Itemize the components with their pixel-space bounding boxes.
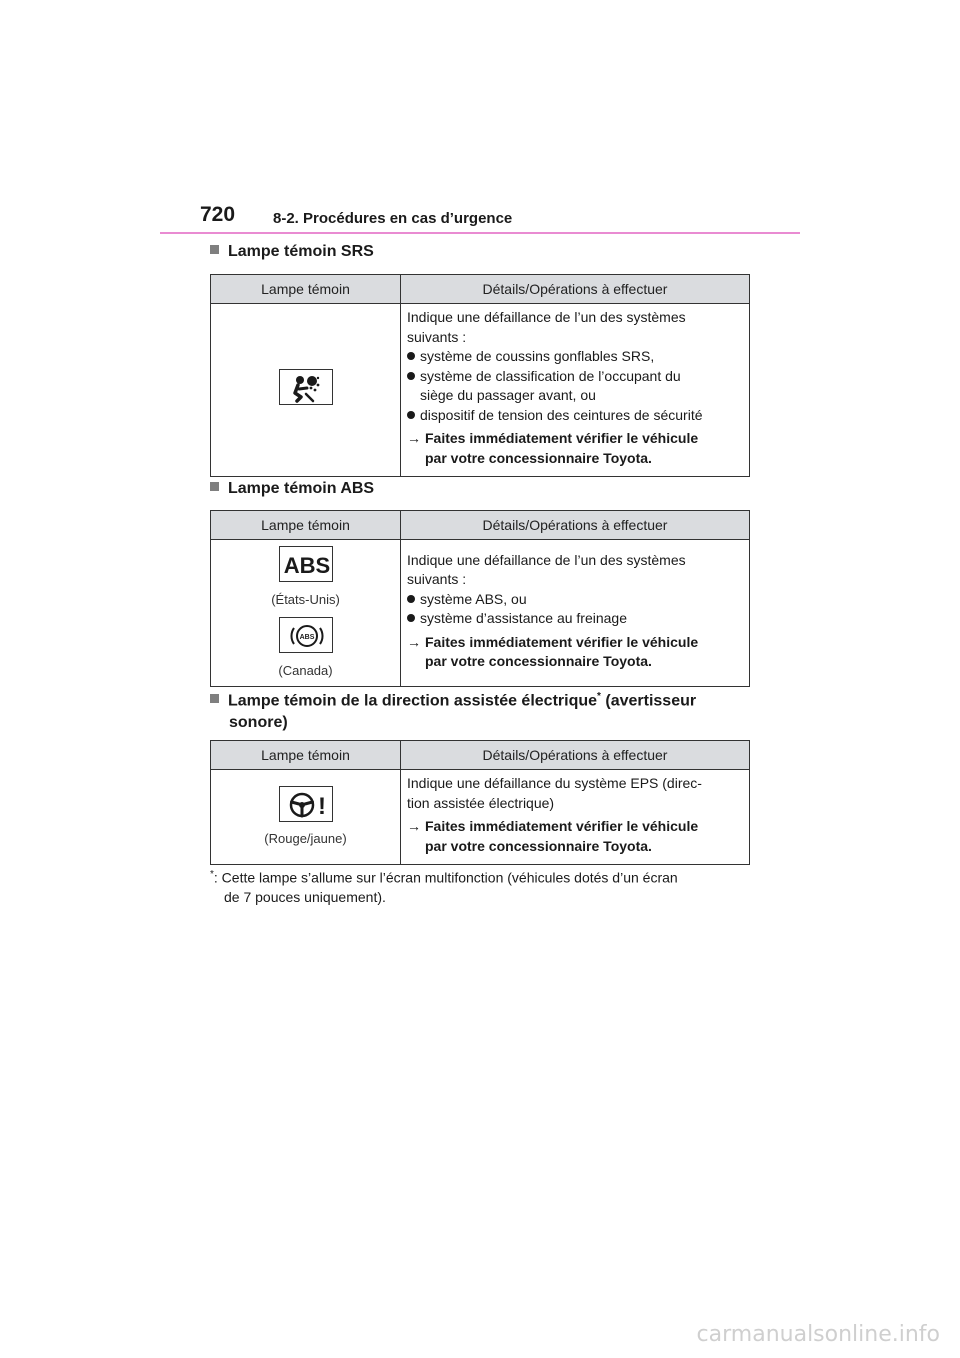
section-heading-srs <box>210 241 374 263</box>
lamp-cell <box>211 540 401 687</box>
watermark: carmanualsonline.info <box>696 1322 940 1347</box>
column-header-lamp: Lampe témoin <box>211 511 401 540</box>
column-header-details: Détails/Opérations à effectuer <box>401 275 750 304</box>
footnote-marker: * <box>597 691 601 702</box>
intro-text: Indique une défaillance du système EPS (direc- tion assistée électrique) <box>407 775 702 811</box>
intro-text: Indique une défaillance de l’un des systèmes suivants : <box>407 309 686 345</box>
srs-airbag-icon <box>279 369 333 405</box>
chapter-title: 8-2. Procédures en cas d’urgence <box>273 210 513 227</box>
list-item: système de classification de l’occupant du siège du passager avant, ou <box>407 367 743 406</box>
list-item: système d’assistance au freinage <box>407 609 743 629</box>
page-number: 720 <box>200 203 236 226</box>
square-bullet-icon <box>210 482 219 491</box>
page-header <box>160 203 800 237</box>
details-cell <box>401 540 750 687</box>
column-header-details: Détails/Opérations à effectuer <box>401 511 750 540</box>
footnote <box>210 865 760 908</box>
icon-caption: (Rouge/jaune) <box>264 831 347 846</box>
lamp-cell <box>211 770 401 865</box>
arrow-right-icon: → <box>407 818 421 834</box>
table-row <box>211 770 750 865</box>
eps-icon-text: ! <box>317 792 326 820</box>
list-item: dispositif de tension des ceintures de sécurité <box>407 406 743 426</box>
bullet-dot-icon <box>407 372 415 380</box>
table-header-row <box>211 275 750 304</box>
abs-icon-text: ABS <box>299 634 314 641</box>
details-cell <box>401 304 750 477</box>
action-instruction: → Faites immédiatement vérifier le véhicule par votre concessionnaire Toyota. <box>407 818 699 854</box>
footnote-marker: * <box>210 869 214 880</box>
eps-table <box>210 740 750 865</box>
section-heading-abs <box>210 478 374 500</box>
arrow-right-icon: → <box>407 430 421 446</box>
column-header-details: Détails/Opérations à effectuer <box>401 741 750 770</box>
table-row <box>211 304 750 477</box>
square-bullet-icon <box>210 245 219 254</box>
table-header-row <box>211 511 750 540</box>
icon-caption: (Canada) <box>278 662 333 678</box>
column-header-lamp: Lampe témoin <box>211 741 401 770</box>
heading-text: Lampe témoin SRS <box>228 243 374 260</box>
icon-caption: (États-Unis) <box>271 591 340 607</box>
list-item: système ABS, ou <box>407 590 743 610</box>
bullet-dot-icon <box>407 595 415 603</box>
details-cell <box>401 770 750 865</box>
bullet-dot-icon <box>407 352 415 360</box>
abs-table <box>210 510 750 687</box>
table-row <box>211 540 750 687</box>
arrow-right-icon: → <box>407 633 421 650</box>
intro-text: Indique une défaillance de l’un des systèmes suivants : <box>407 551 686 587</box>
footnote-text: : Cette lampe s’allume sur l’écran multifonction (véhicules dotés d’un écran <box>213 869 678 886</box>
action-instruction: → Faites immédiatement vérifier le véhicule par votre concessionnaire Toyota. <box>407 633 699 669</box>
bullet-dot-icon <box>407 614 415 622</box>
eps-steering-warning-icon <box>279 786 333 822</box>
heading-text: Lampe témoin ABS <box>228 480 375 497</box>
square-bullet-icon <box>210 694 219 703</box>
table-header-row <box>211 741 750 770</box>
header-divider <box>160 232 800 234</box>
icon-with-caption <box>215 546 396 609</box>
srs-table <box>210 274 750 477</box>
footnote-text-line2: de 7 pouces uniquement). <box>224 889 386 906</box>
list-item: système de coussins gonflables SRS, <box>407 347 743 367</box>
heading-text-line2: sonore) <box>229 714 288 732</box>
section-heading-eps <box>210 686 696 734</box>
abs-circle-icon <box>279 617 333 653</box>
action-instruction: → Faites immédiatement vérifier le véhicule par votre concessionnaire Toyota. <box>407 430 699 466</box>
abs-text-icon <box>279 546 333 582</box>
abs-icon-text: ABS <box>283 553 330 578</box>
heading-text: Lampe témoin de la direction assistée électrique <box>228 692 598 710</box>
heading-text-tail: (avertisseur <box>600 692 697 710</box>
column-header-lamp: Lampe témoin <box>211 275 401 304</box>
bullet-dot-icon <box>407 411 415 419</box>
icon-with-caption <box>215 617 396 680</box>
lamp-cell <box>211 304 401 477</box>
